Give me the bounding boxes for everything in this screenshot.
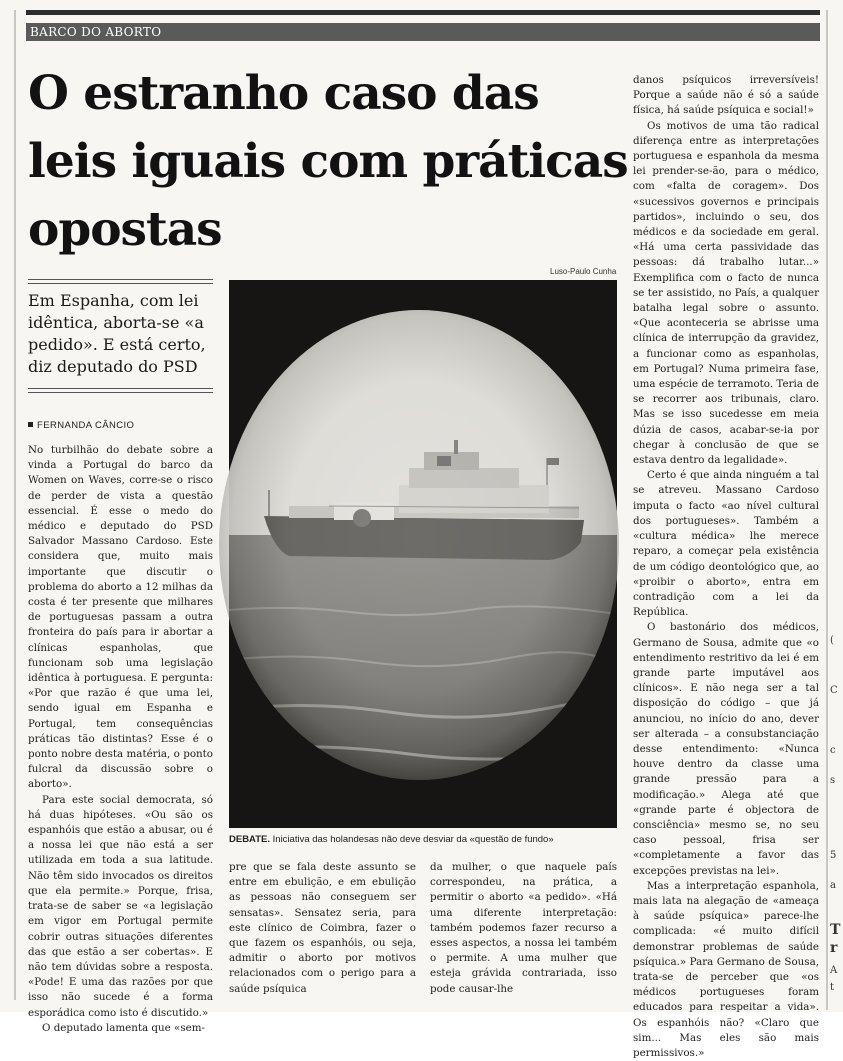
paragraph: Para este social democrata, só há duas hipóteses. «Ou são os espanhóis que estão a abusar, ou é a nossa lei que não está a ser utilizada em toda a sua latitude. Não têm sido invocados os direitos que ela permite.» Porque, frisa, trata-se de saber se «a legislação em vigor em Portugal permite cobrir outras situações diferentes das que estão a ser cobertas». E não tem dúvidas sobre a resposta. «Pode! E uma das razões por que isso não sucede é a forma esporádica como isto é discutido.»: [28, 793, 213, 1019]
edge-letter: 5: [830, 850, 837, 861]
paragraph: pre que se fala deste assunto se entre em ebulição, e em ebulição as pessoas não conseguem ser sensatas». Sensatez seria, para este clínico de Coimbra, fazer o que fazem os espanhóis, ou seja, admitir o aborto por motivos relacionados com o perigo para a saúde psíquica: [229, 861, 416, 995]
subtitle-rule-bottom-2: [28, 392, 213, 393]
article-column-1: [28, 443, 213, 1034]
headline: O estranho caso das leis iguais com práticas opostas: [28, 66, 628, 257]
edge-letter: c: [830, 745, 836, 756]
page-edge-left: [14, 10, 16, 1000]
edge-letter: T: [830, 922, 841, 938]
boat-photo: [229, 280, 617, 828]
paragraph: danos psíquicos irreversíveis! Porque a saúde não é só a saúde física, há saúde psíquica e social!»: [633, 74, 819, 117]
subtitle-rule-bottom: [28, 388, 213, 389]
byline-square-icon: [28, 422, 33, 427]
byline-author: FERNANDA CÂNCIO: [37, 420, 135, 431]
caption-lead: DEBATE.: [229, 834, 270, 845]
photo-credit: Luso-Paulo Cunha: [550, 267, 617, 276]
paragraph: Os motivos de uma tão radical diferença entre as interpretações portuguesa e espanhola da mesma lei prender-se-ão, para o médico, com «falta de coragem». Dos «sucessivos governos e principais partidos», incluindo o seu, dos médicos e da sociedade em geral. «Há uma certa passividade das pessoas: dá trabalho lutar...» Exemplifica com o facto de nunca se ter assistido, no País, a qualquer batalha legal sobre o assunto. «Que aconteceria se abrisse uma clínica de interrupção da gravidez, a funcionar como as espanholas, em Portugal? Numa primeira fase, uma espécie de terramoto. Teria de se recorrer aos tribunais, claro. Mas se isso sucedesse em meia dúzia de casos, acabar-se-ia por chegar à conclusão de que se estava dentro da legalidade».: [633, 119, 819, 467]
edge-letter: A: [830, 965, 838, 976]
subtitle-rule-top: [28, 279, 213, 280]
edge-letter: r: [830, 940, 838, 956]
subtitle-rule-top-2: [28, 283, 213, 284]
paragraph: No turbilhão do debate sobre a vinda a Portugal do barco da Women on Waves, corre-se o risco de perder de vista a questão essencial. É esse o medo do médico e deputado do PSD Salvador Massano Cardoso. Este considera que, muito mais importante que discutir o problema do aborto a 12 milhas da costa é ter presente que milhares de portuguesas passam a outra fronteira do país para ir abortar a clínicas espanholas, que funcionam sob uma legislação idêntica à portuguesa. E pergunta: «Por que razão é que uma lei, sendo igual em Espanha e Portugal, tem consequências práticas tão distintas? Esse é o ponto nobre desta matéria, o ponto fulcral da discussão sobre o aborto».: [28, 444, 213, 791]
paragraph: O bastonário dos médicos, Germano de Sousa, admite que «o entendimento restritivo da lei é em grande parte imputável aos clínicos». E não nega ser a tal disposição do código – que já anunciou, no início do ano, dever ser alterada – a consubstanciação desse entendimento: «Nunca houve dentro da classe uma grande pressão para a modificação.» Alega até que «grande parte é objectora de consciência» mesmo se, no seu caso pessoal, frisa ser «completamente a favor das excepções previstas na lei».: [633, 621, 819, 877]
article-column-4: [633, 73, 819, 1059]
article-column-3: [430, 860, 617, 995]
edge-letter: (: [830, 635, 834, 646]
column-divider-right: [826, 10, 828, 1010]
paragraph: da mulher, o que naquele país correspondeu, na prática, a permitir o aborto «a pedido». «Há uma diferente interpretação: também podemos fazer recurso a esses aspectos, a nossa lei também o permite. A uma mulher que esteja grávida contrariada, isso pode causar-lhe: [430, 861, 617, 995]
edge-letter: a: [830, 880, 836, 891]
boat-porthole-image: [229, 280, 617, 828]
edge-letter: C: [830, 685, 838, 696]
photo-caption: [229, 834, 629, 846]
edge-letter: s: [830, 775, 836, 786]
paragraph: Certo é que ainda ninguém a tal se atreveu. Massano Cardoso imputa o facto «ao nível cultural dos portugueses». Também a «cultura médica» lhe merece reparo, a começar pela existência de um código deontológico que, ao «proibir o aborto», entra em contradição com a lei da República.: [633, 469, 819, 619]
subtitle: Em Espanha, com lei idêntica, aborta-se «a pedido». E está certo, diz deputado do PSD: [28, 291, 206, 376]
article-column-2: [229, 860, 416, 995]
paragraph: O deputado lamenta que «sem-: [42, 1021, 205, 1034]
top-rule: [26, 10, 820, 15]
section-label: BARCO DO ABORTO: [30, 25, 162, 39]
edge-letter: t: [830, 982, 835, 993]
caption-text: Iniciativa das holandesas não deve desviar da «questão de fundo»: [272, 834, 554, 845]
byline: [28, 420, 134, 431]
paragraph: Mas a interpretação espanhola, mais lata na alegação de «ameaça à saúde psíquica» parece-lhe complicada: «é muito difícil demonstrar problemas de saúde psíquica.» Para Germano de Sousa, trata-se de perceber que «os médicos portugueses foram educados para respeitar a vida». Os espanhóis não? «Claro que sim... Mas eles são mais permissivos.»: [633, 879, 819, 1059]
